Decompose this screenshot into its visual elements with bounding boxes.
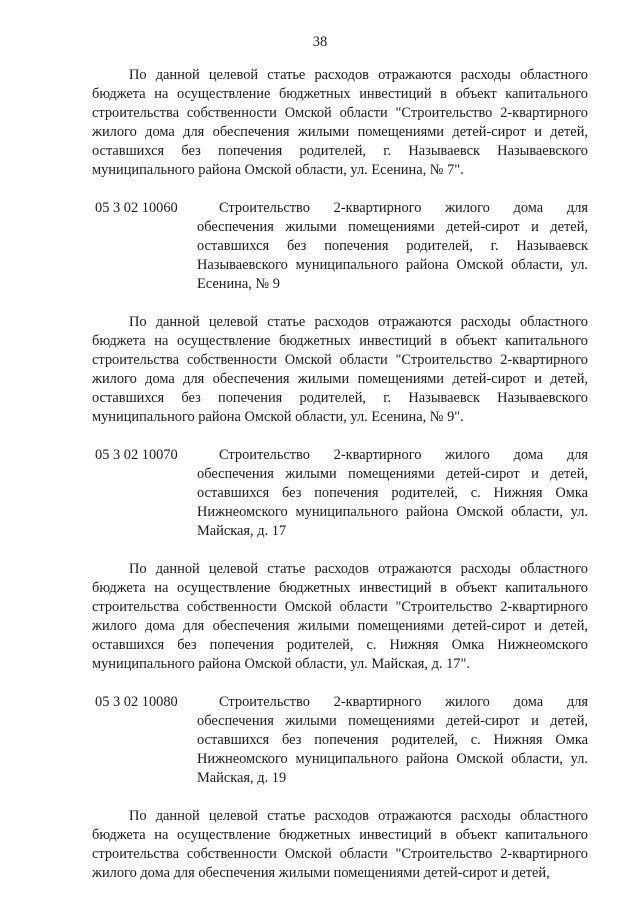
document-body: [92, 66, 588, 902]
budget-code: 05 3 02 10070: [95, 447, 178, 463]
budget-entry-title: Строительство 2-квартирного жилого дома для обеспечения жилыми помещениями детей-сирот и детей, оставшихся без попечения родителей, с. Нижняя Омка Нижнеомского муниципального района Омской области, ул. Майская, д. 19: [197, 694, 588, 786]
paragraph-description-10060: По данной целевой статье расходов отражаются расходы областного бюджета на осуществление бюджетных инвестиций в объект капитального строительства собственности Омской области "Строительство 2-квартирного жилого дома для обеспечения жилыми помещениями детей-сирот и детей, оставшихся без попечения родителей, г. Называевск Называевского муниципального района Омской области, ул. Есенина, № 9".: [92, 314, 588, 425]
paragraph-description-10050: По данной целевой статье расходов отражаются расходы областного бюджета на осуществление бюджетных инвестиций в объект капитального строительства собственности Омской области "Строительство 2-квартирного жилого дома для обеспечения жилыми помещениями детей-сирот и детей, оставшихся без попечения родителей, г. Называевск Называевского муниципального района Омской области, ул. Есенина, № 7".: [92, 67, 588, 178]
budget-entry-10070: [92, 446, 588, 541]
budget-entry-title: Строительство 2-квартирного жилого дома для обеспечения жилыми помещениями детей-сирот и детей, оставшихся без попечения родителей, с. Нижняя Омка Нижнеомского муниципального района Омской области, ул. Майская, д. 17: [197, 447, 588, 539]
page-number: 38: [312, 34, 328, 50]
budget-code: 05 3 02 10080: [95, 694, 178, 710]
budget-entry-10060: [92, 199, 588, 294]
budget-code: 05 3 02 10060: [95, 200, 178, 216]
paragraph-description-10070: По данной целевой статье расходов отражаются расходы областного бюджета на осуществление бюджетных инвестиций в объект капитального строительства собственности Омской области "Строительство 2-квартирного жилого дома для обеспечения жилыми помещениями детей-сирот и детей, оставшихся без попечения родителей, с. Нижняя Омка Нижнеомского муниципального района Омской области, ул. Майская, д. 17".: [92, 561, 588, 672]
budget-entry-10080: [92, 693, 588, 788]
paragraph-description-10080: По данной целевой статье расходов отражаются расходы областного бюджета на осуществление бюджетных инвестиций в объект капитального строительства собственности Омской области "Строительство 2-квартирного жилого дома для обеспечения жилыми помещениями детей-сирот и детей,: [92, 808, 588, 881]
budget-entry-title: Строительство 2-квартирного жилого дома для обеспечения жилыми помещениями детей-сирот и детей, оставшихся без попечения родителей, г. Называевск Называевского муниципального района Омской области, ул. Есенина, № 9: [197, 200, 588, 292]
